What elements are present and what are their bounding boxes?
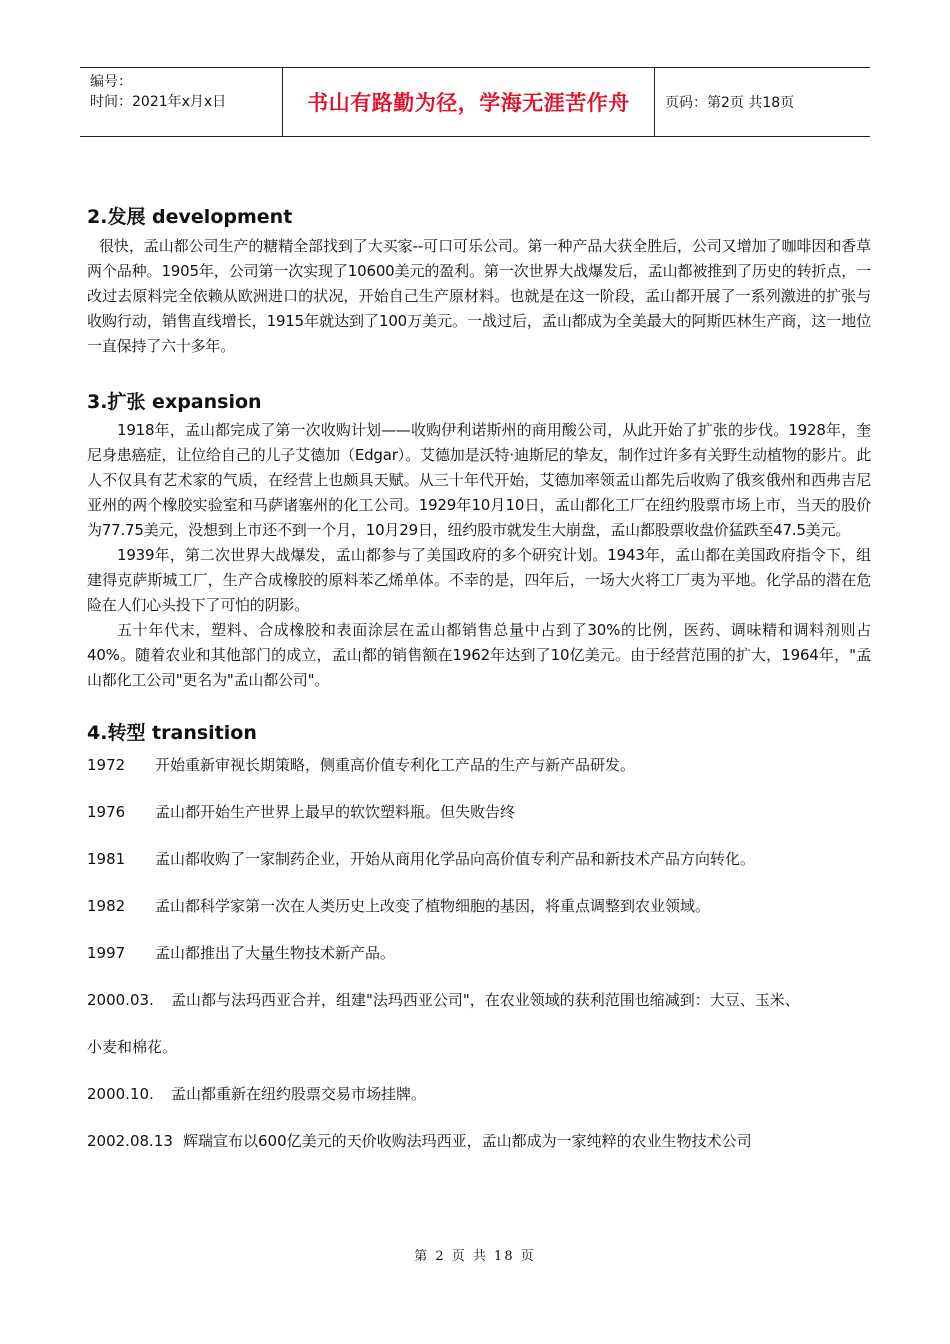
document-body bbox=[87, 203, 871, 1154]
timeline-item bbox=[87, 753, 871, 778]
timeline-item-continued bbox=[87, 1035, 871, 1060]
paragraph-development: 很快，孟山都公司生产的糖精全部找到了大买家--可口可乐公司。第一种产品大获全胜后，公司又增加了咖啡因和香草两个品种。1905年，公司第一次实现了10600美元的盈利。第一次世界大战爆发后，孟山都被推到了历史的转折点，一改过去原料完全依赖从欧洲进口的状况，开始自己生产原材料。也就是在这一阶段，孟山都开展了一系列激进的扩张与收购行动，销售直线增长，1915年就达到了100万美元。一战过后，孟山都成为全美最大的阿斯匹林生产商，这一地位一直保持了六十多年。 bbox=[87, 237, 871, 355]
timeline-year: 2002.08.13 bbox=[87, 1132, 173, 1150]
section-title-expansion: 3.扩张 expansion bbox=[87, 391, 262, 413]
header-meta bbox=[80, 68, 283, 136]
document-number-label: 编号： bbox=[90, 74, 132, 90]
paragraph-expansion-1: 1918年，孟山都完成了第一次收购计划——收购伊利诺斯州的商用酸公司，从此开始了扩张的步伐。1928年，奎尼身患癌症，让位给自己的儿子艾德加（Edgar）。艾德加是沃特·迪斯尼的挚友，制作过许多有关野生动植物的影片。此人不仅具有艺术家的气质，在经营上也颇具天赋。从三十年代开始，艾德加率领孟山都先后收购了俄亥俄州和西弗吉尼亚州的两个橡胶实验室和马萨诸塞州的化工公司。1929年10月10日，孟山都化工厂在纽约股票市场上市，当天的股价为77.75美元，没想到上市还不到一个月，10月29日，纽约股市就发生大崩盘，孟山都股票收盘价猛跌至47.5美元。 bbox=[87, 421, 871, 539]
timeline-year: 1981 bbox=[87, 850, 126, 868]
timeline-text: 辉瑞宣布以600亿美元的天价收购法玛西亚，孟山都成为一家纯粹的农业生物技术公司 bbox=[183, 1132, 752, 1150]
timeline-item bbox=[87, 1082, 871, 1107]
timeline-text: 孟山都重新在纽约股票交易市场挂牌。 bbox=[171, 1085, 427, 1103]
timeline-item bbox=[87, 1129, 871, 1154]
timeline-text: 孟山都与法玛西亚合并，组建"法玛西亚公司"，在农业领域的获利范围也缩减到：大豆、玉米、 bbox=[171, 991, 800, 1009]
timeline-item bbox=[87, 847, 871, 872]
header-page-number: 页码：第2页 共18页 bbox=[665, 95, 795, 111]
timeline-item bbox=[87, 941, 871, 966]
timeline-text: 孟山都推出了大量生物技术新产品。 bbox=[155, 944, 396, 962]
page-header bbox=[80, 67, 870, 137]
timeline-item bbox=[87, 988, 871, 1013]
timeline-text: 孟山都开始生产世界上最早的软饮塑料瓶。但失败告终 bbox=[155, 803, 516, 821]
timeline-text: 开始重新审视长期策略，侧重高价值专利化工产品的生产与新产品研发。 bbox=[155, 756, 636, 774]
timeline-year: 1982 bbox=[87, 897, 126, 915]
timeline-list bbox=[87, 753, 871, 1154]
section-title-transition: 4.转型 transition bbox=[87, 722, 257, 744]
document-time-label: 时间：2021年x月x日 bbox=[90, 94, 227, 110]
timeline-text: 孟山都科学家第一次在人类历史上改变了植物细胞的基因，将重点调整到农业领域。 bbox=[155, 897, 711, 915]
section-title-development: 2.发展 development bbox=[87, 206, 293, 228]
timeline-item bbox=[87, 800, 871, 825]
timeline-year: 2000.10. bbox=[87, 1085, 154, 1103]
timeline-year: 1972 bbox=[87, 756, 126, 774]
paragraph-expansion-3: 五十年代末，塑料、合成橡胶和表面涂层在孟山都销售总量中占到了30%的比例，医药、调味精和调料剂则占40%。随着农业和其他部门的成立，孟山都的销售额在1962年达到了10亿美元。由于经营范围的扩大，1964年，"孟山都化工公司"更名为"孟山都公司"。 bbox=[87, 621, 871, 689]
paragraph-expansion-2: 1939年，第二次世界大战爆发，孟山都参与了美国政府的多个研究计划。1943年，孟山都在美国政府指令下，组建得克萨斯城工厂，生产合成橡胶的原料苯乙烯单体。不幸的是，四年后，一场大火将工厂夷为平地。化学品的潜在危险在人们心头投下了可怕的阴影。 bbox=[87, 546, 871, 614]
page-footer: 第 2 页 共 18 页 bbox=[414, 1249, 536, 1264]
timeline-year: 1976 bbox=[87, 803, 126, 821]
timeline-year: 2000.03. bbox=[87, 991, 154, 1009]
header-motto: 书山有路勤为径，学海无涯苦作舟 bbox=[283, 68, 655, 136]
timeline-item bbox=[87, 894, 871, 919]
timeline-year: 1997 bbox=[87, 944, 126, 962]
timeline-text: 孟山都收购了一家制药企业，开始从商用化学品向高价值专利产品和新技术产品方向转化。 bbox=[155, 850, 756, 868]
timeline-text: 小麦和棉花。 bbox=[87, 1038, 178, 1056]
